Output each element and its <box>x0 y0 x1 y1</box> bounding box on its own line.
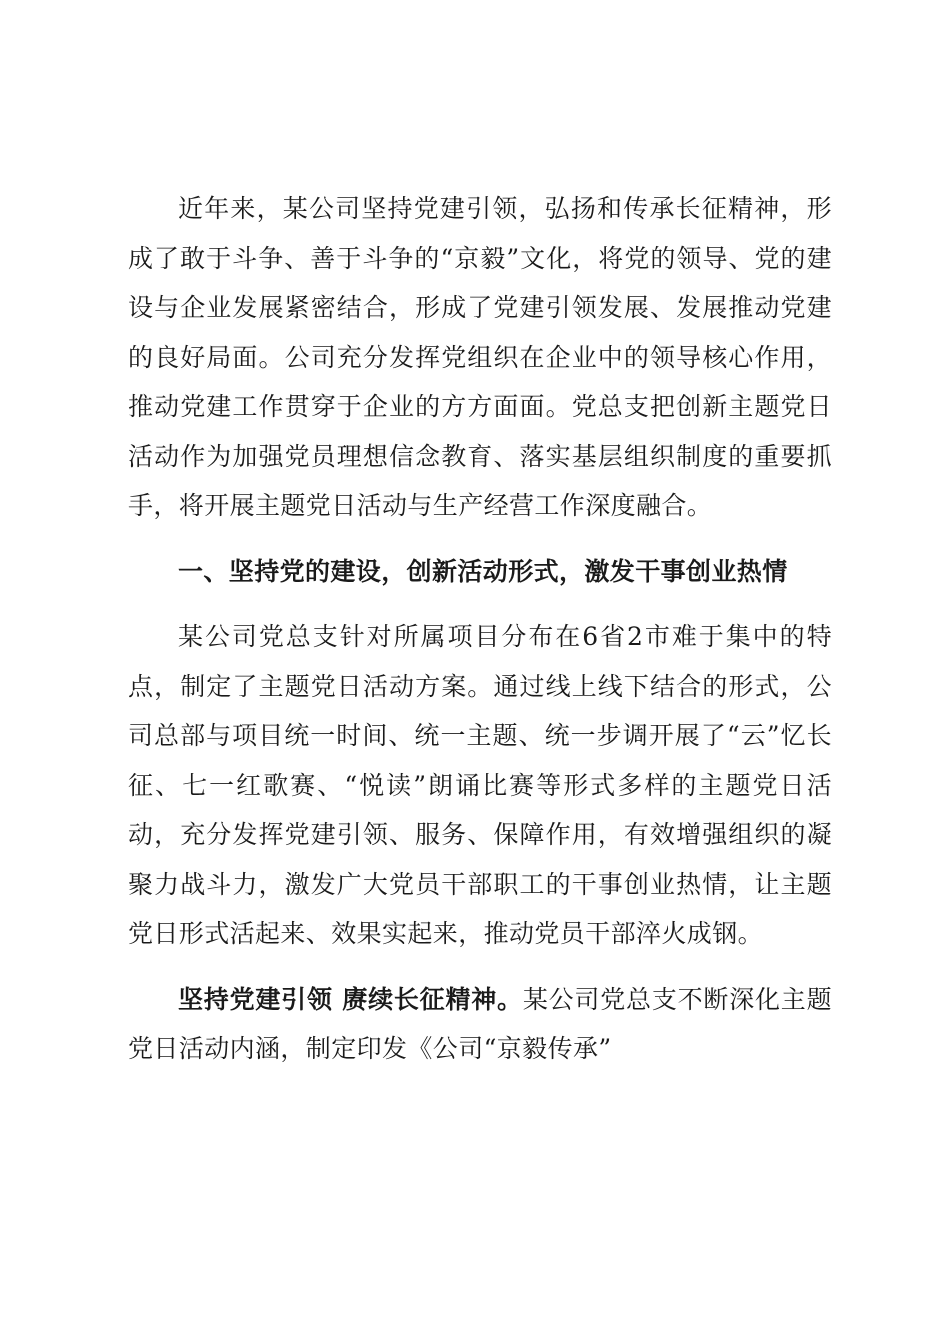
body-paragraph-with-lead <box>128 975 832 1074</box>
paragraph-spacer <box>128 959 832 975</box>
paragraph-lead-phrase: 坚持党建引领 赓续长征精神。 <box>178 984 523 1014</box>
body-paragraph: 某公司党总支针对所属项目分布在6省2市难于集中的特点，制定了主题党日活动方案。通过线上线下结合的形式，公司总部与项目统一时间、统一主题、统一步调开展了“云”忆长征、七一红歌赛、“悦读”朗诵比赛等形式多样的主题党日活动，充分发挥党建引领、服务、保障作用，有效增强组织的凝聚力战斗力，激发广大党员干部职工的干事创业热情，让主题党日形式活起来、效果实起来，推动党员干部淬火成钢。 <box>128 622 832 948</box>
section-heading: 一、坚持党的建设，创新活动形式，激发干事创业热情 <box>178 556 788 586</box>
document-body <box>128 184 832 1074</box>
intro-paragraph: 近年来，某公司坚持党建引领，弘扬和传承长征精神，形成了敢于斗争、善于斗争的“京毅”文化，将党的领导、党的建设与企业发展紧密结合，形成了党建引领发展、发展推动党建的良好局面。公司充分发挥党组织在企业中的领导核心作用，推动党建工作贯穿于企业的方方面面。党总支把创新主题党日活动作为加强党员理想信念教育、落实基层组织制度的重要抓手，将开展主题党日活动与生产经营工作深度融合。 <box>128 194 832 520</box>
paragraph-spacer <box>128 596 832 612</box>
paragraph-spacer <box>128 531 832 547</box>
paragraph-text: 某公司党总支不断深化主题党日活动内涵，制定印发《公司“京毅传承” <box>128 984 832 1063</box>
